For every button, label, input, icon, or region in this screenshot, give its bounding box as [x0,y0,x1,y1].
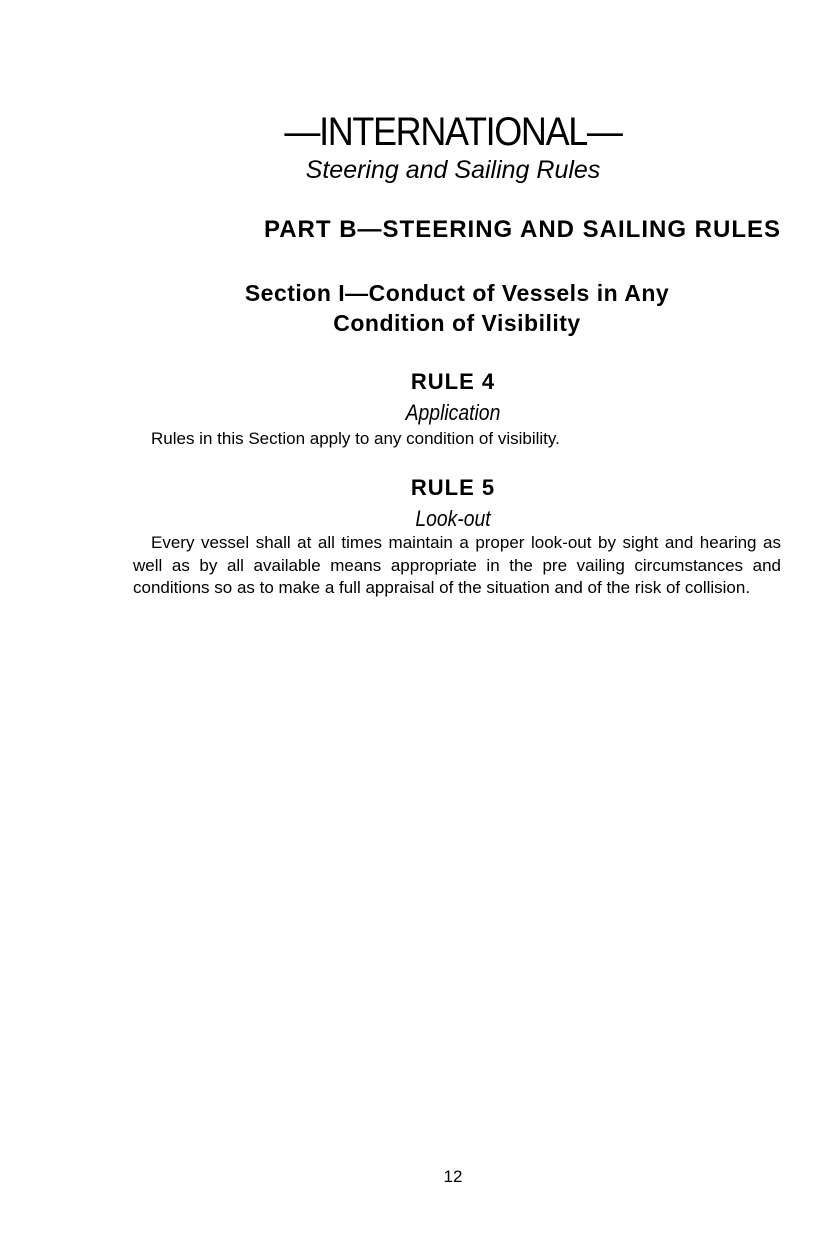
rule-4-title: Application [405,400,501,425]
section-heading-line-2: Condition of Visibility [333,310,581,336]
document-page [133,0,781,1260]
running-subtitle: Steering and Sailing Rules [305,156,601,184]
rule-5-title: Look-out [415,506,491,531]
section-heading-line-1: Section I—Conduct of Vessels in Any [244,280,670,306]
page-number: 12 [443,1167,463,1186]
rule-4-text: Rules in this Section apply to any condition of visibility. [151,429,560,448]
section-heading [133,278,781,338]
part-heading: PART B—STEERING AND SAILING RULES [263,216,781,243]
rule-5-text: Every vessel shall at all times maintain a proper look-out by sight and hearing as well as by all available means appropriate in the pre vailing circumstances and conditions so as to make a full appraisal of the situation and of the risk of collision. [133,533,781,597]
rule-4-number: RULE 4 [410,369,496,394]
running-title: —INTERNATIONAL— [284,110,622,154]
rule-5-number: RULE 5 [410,475,496,500]
